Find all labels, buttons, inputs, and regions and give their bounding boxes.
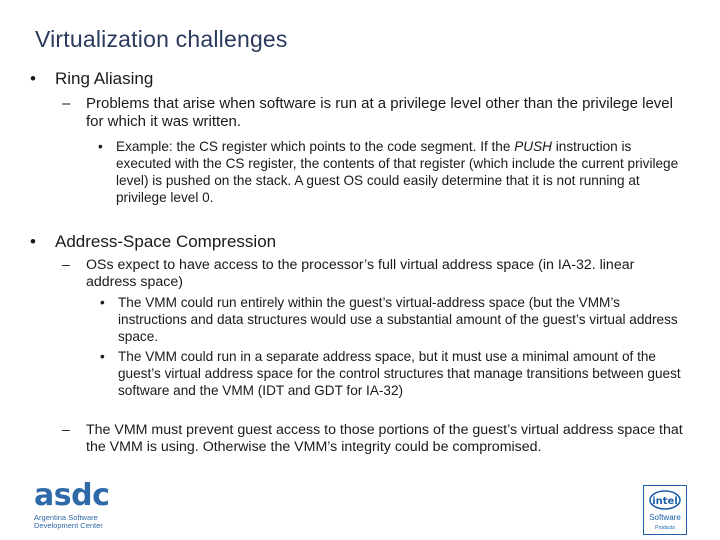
intel-logo-word: intel <box>652 496 678 507</box>
sub-sub-bullet <box>100 294 685 345</box>
dash-marker: – <box>62 95 71 112</box>
sub-sub-bullet <box>100 348 685 399</box>
dash-marker: – <box>62 257 70 273</box>
dot-marker: • <box>98 139 103 154</box>
bullet-text: Address-Space Compression <box>55 232 277 251</box>
intel-logo-tagline2: Products <box>655 525 675 531</box>
bullet-marker: • <box>30 232 36 251</box>
push-keyword: PUSH <box>514 139 552 154</box>
sub-sub-bullet <box>98 138 683 206</box>
dot-marker: • <box>100 295 105 310</box>
dash-marker: – <box>62 422 70 438</box>
intel-logo-icon <box>643 485 687 535</box>
sub-bullet-text: OSs expect to have access to the processor’s full virtual address space (in IA-32. linear address space) <box>86 257 635 290</box>
bullet-text: Ring Aliasing <box>55 69 154 88</box>
sub-bullet-text: The VMM must prevent guest access to those portions of the guest’s virtual address space that the VMM is using. Otherwise the VMM’s integrity could be compromised. <box>86 422 683 455</box>
bullet-marker: • <box>30 69 36 88</box>
text-after: instruction is executed with the CS register, the contents of that register (which include the current privilege level) is pushed on the stack. A guest OS could easily determine that it is not running at privilege level 0. <box>116 139 679 205</box>
dot-marker: • <box>100 349 105 364</box>
text-before: Example: the CS register which points to the code segment. If the <box>116 139 515 154</box>
intel-logo <box>643 485 687 535</box>
sub-bullet <box>62 257 687 291</box>
sub-bullet-text: Problems that arise when software is run at a privilege level other than the privilege level for which it was written. <box>86 95 673 130</box>
asdc-logo-word: asdc <box>34 478 110 513</box>
sub-sub-bullet-text: The VMM could run entirely within the guest’s virtual-address space (but the VMM’s instructions and data structures would use a substantial amount of the guest’s virtual address space. <box>118 295 678 344</box>
intel-logo-tagline1: Software <box>649 513 681 522</box>
asdc-logo-line2: Development Center <box>34 521 103 530</box>
slide-title: Virtualization challenges <box>35 26 288 52</box>
asdc-logo <box>34 478 144 531</box>
asdc-logo-line1: Argentina Software <box>34 513 98 522</box>
sub-bullet <box>62 422 687 456</box>
sub-sub-bullet-text: The VMM could run in a separate address space, but it must use a minimal amount of the guest’s virtual address space for the control structures that manage transitions between guest software and the VMM (IDT and GDT for IA-32) <box>118 349 681 398</box>
sub-bullet <box>62 95 687 131</box>
sub-sub-bullet-text <box>116 138 683 206</box>
